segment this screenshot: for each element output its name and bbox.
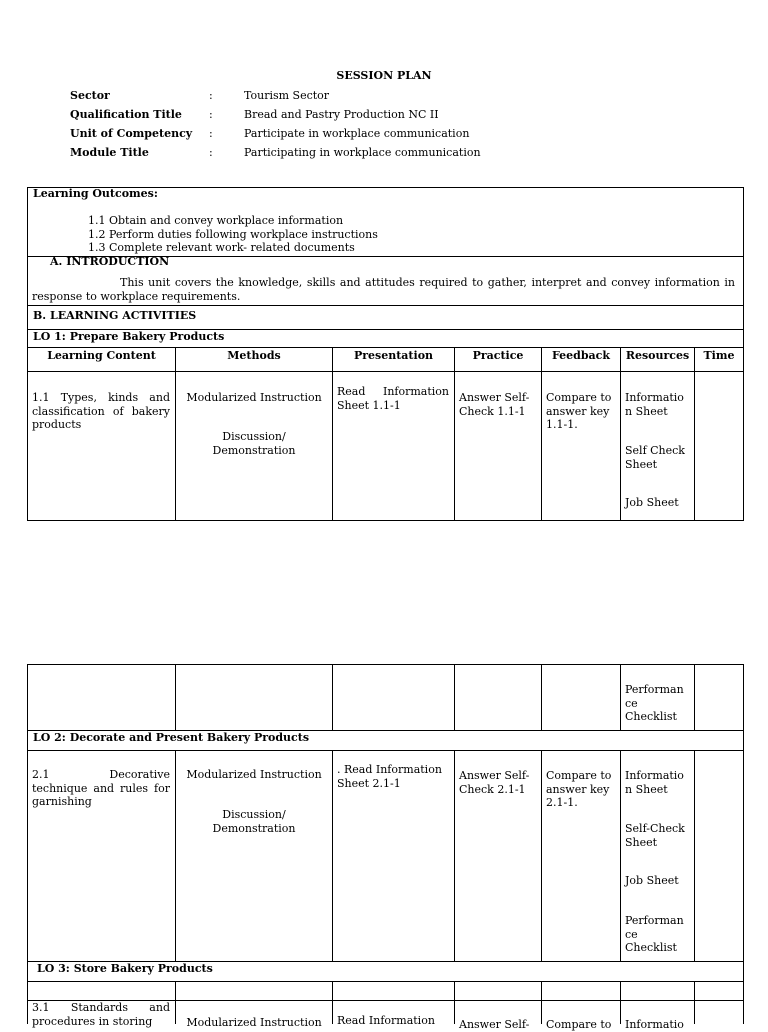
header-value: Participating in workplace communication (244, 146, 481, 159)
header-value: Participate in workplace communication (244, 127, 470, 140)
lo2-resource: Job Sheet (625, 874, 679, 887)
lo1-resource: Informatio n Sheet (625, 391, 684, 418)
learning-outcome-item: 1.3 Complete relevant work- related documents (88, 241, 355, 254)
table-border (743, 187, 744, 521)
table-divider (27, 520, 744, 521)
header-colon: : (209, 146, 213, 159)
lo2-method: Discussion/ Demonstration (212, 808, 296, 835)
lo1-resource: Self Check Sheet (625, 444, 685, 471)
continued-resource: Performan ce Checklist (625, 683, 684, 723)
lo1-method: Modularized Instruction (186, 391, 322, 404)
column-divider (694, 664, 695, 731)
column-divider (175, 750, 176, 962)
column-header-learning-content: Learning Content (47, 349, 156, 362)
column-divider (694, 750, 695, 962)
column-divider (694, 981, 695, 1024)
lo3-presentation: Read Information (337, 1014, 435, 1027)
table-divider (27, 371, 744, 372)
column-divider (332, 347, 333, 521)
column-divider (620, 750, 621, 962)
column-divider (454, 750, 455, 962)
column-divider (332, 981, 333, 1024)
header-colon: : (209, 108, 213, 121)
column-divider (332, 664, 333, 731)
lo2-resource: Self-Check Sheet (625, 822, 685, 849)
column-header-feedback: Feedback (551, 349, 611, 362)
lo1-learning-content: 1.1 Types, kinds and classification of bakery products (32, 391, 170, 431)
learning-outcome-item: 1.1 Obtain and convey workplace information (88, 214, 344, 227)
lo3-learning-content: 3.1 Standards and procedures in storing (32, 1001, 170, 1028)
lo2-practice: Answer Self-Check 2.1-1 (459, 769, 530, 796)
lo2-title: LO 2: Decorate and Present Bakery Products (33, 731, 310, 744)
header-label: Module Title (70, 146, 149, 159)
learning-activities-heading: B. LEARNING ACTIVITIES (33, 309, 197, 322)
table-divider (27, 981, 744, 982)
lo1-title: LO 1: Prepare Bakery Products (33, 330, 225, 343)
table-border (27, 664, 744, 665)
learning-outcomes-heading: Learning Outcomes: (33, 187, 158, 200)
lo1-resource: Job Sheet (625, 496, 679, 509)
lo1-method: Discussion/ Demonstration (212, 430, 296, 457)
column-header-time: Time (703, 349, 735, 362)
lo1-practice: Answer Self-Check 1.1-1 (459, 391, 530, 418)
column-divider (620, 981, 621, 1024)
table-border (743, 664, 744, 1024)
header-value: Bread and Pastry Production NC II (244, 108, 439, 121)
column-header-resources: Resources (625, 349, 690, 362)
lo2-method: Modularized Instruction (186, 768, 322, 781)
table-border (27, 664, 28, 1024)
column-divider (454, 664, 455, 731)
header-label: Unit of Competency (70, 127, 193, 140)
header-colon: : (209, 127, 213, 140)
lo3-practice: Answer Self- (459, 1018, 530, 1031)
table-divider (27, 305, 744, 306)
column-divider (541, 981, 542, 1024)
column-divider (454, 347, 455, 521)
header-label: Sector (70, 89, 110, 102)
page-title: SESSION PLAN (336, 69, 432, 82)
column-divider (175, 664, 176, 731)
lo2-feedback: Compare to answer key 2.1-1. (546, 769, 612, 809)
lo3-resource: Informatio (625, 1018, 684, 1031)
column-divider (620, 664, 621, 731)
lo3-title: LO 3: Store Bakery Products (37, 962, 213, 975)
table-divider (27, 347, 744, 348)
lo2-learning-content: 2.1 Decorative technique and rules for garnishing (32, 768, 170, 808)
column-divider (454, 981, 455, 1024)
column-divider (694, 347, 695, 521)
header-value: Tourism Sector (244, 89, 330, 102)
column-divider (332, 750, 333, 962)
introduction-text: This unit covers the knowledge, skills and attitudes required to gather, interpret and convey information in response to workplace requirements. (32, 276, 735, 303)
column-header-presentation: Presentation (353, 349, 434, 362)
table-divider (27, 750, 744, 751)
learning-outcome-item: 1.2 Perform duties following workplace instructions (88, 228, 378, 241)
header-colon: : (209, 89, 213, 102)
column-divider (620, 347, 621, 521)
lo1-presentation: Read Information Sheet 1.1-1 (337, 385, 449, 412)
lo3-method: Modularized Instruction (186, 1016, 322, 1029)
column-divider (175, 347, 176, 521)
lo3-feedback: Compare to (546, 1018, 612, 1031)
lo1-feedback: Compare to answer key 1.1-1. (546, 391, 612, 431)
lo2-resource: Performan ce Checklist (625, 914, 684, 954)
introduction-heading: A. INTRODUCTION (50, 255, 170, 268)
column-divider (541, 347, 542, 521)
lo2-presentation: . Read Information Sheet 2.1-1 (337, 763, 442, 790)
column-header-methods: Methods (227, 349, 281, 362)
lo2-resource: Informatio n Sheet (625, 769, 684, 796)
column-divider (541, 750, 542, 962)
column-divider (541, 664, 542, 731)
column-header-practice: Practice (472, 349, 524, 362)
header-label: Qualification Title (70, 108, 182, 121)
